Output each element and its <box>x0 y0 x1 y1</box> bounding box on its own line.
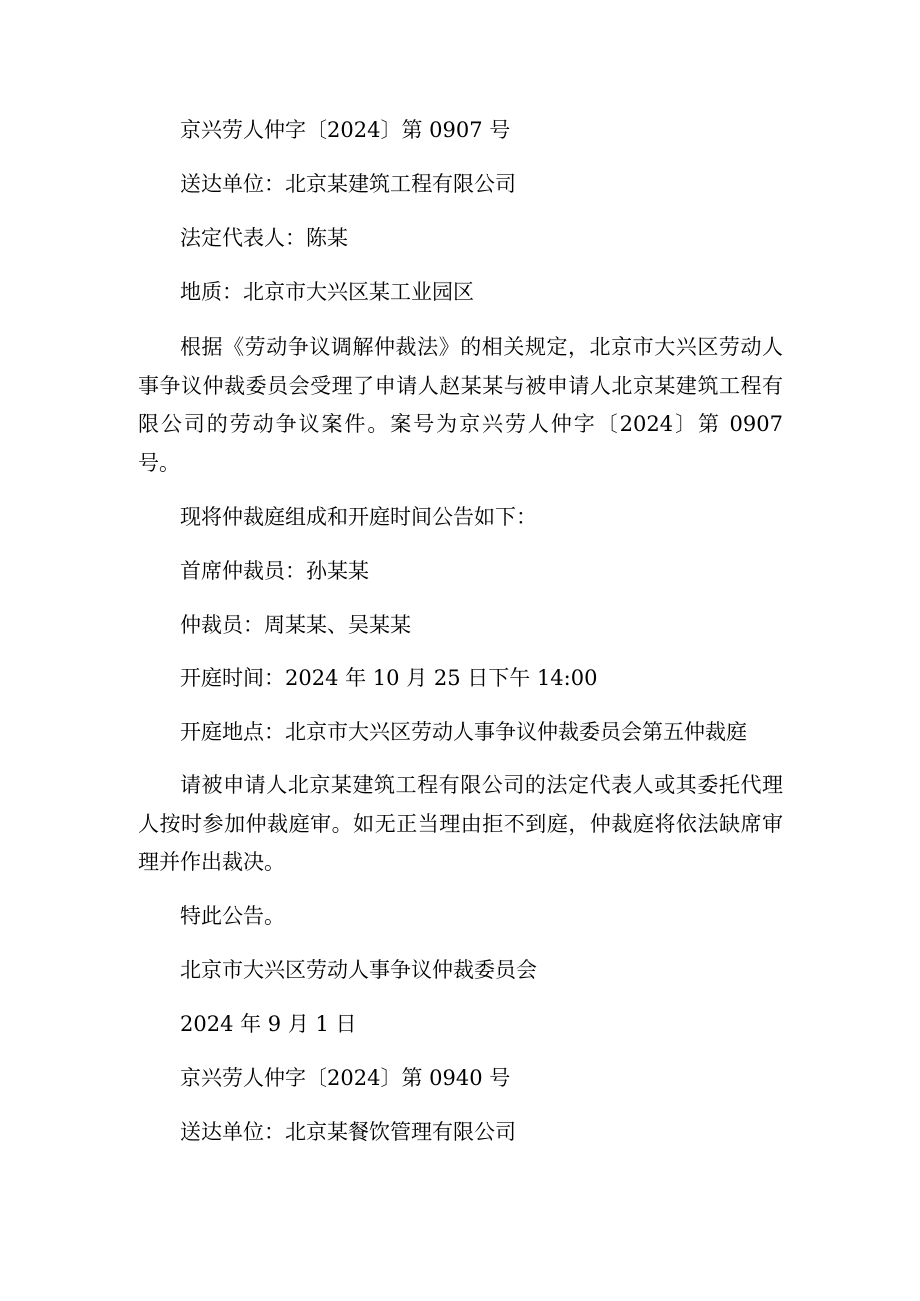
recipient-unit: 送达单位：北京某餐饮管理有限公司 <box>180 1120 516 1144</box>
recipient-unit: 送达单位：北京某建筑工程有限公司 <box>180 172 516 196</box>
closing-statement: 特此公告。 <box>180 904 285 928</box>
issuing-authority: 北京市大兴区劳动人事争议仲裁委员会 <box>180 958 537 982</box>
request-paragraph: 请被申请人北京某建筑工程有限公司的法定代表人或其委托代理人按时参加仲裁庭审。如无正当理由拒不到庭，仲裁庭将依法缺席审理并作出裁决。 <box>138 773 783 874</box>
legal-representative: 法定代表人：陈某 <box>180 226 348 250</box>
intro-paragraph: 根据《劳动争议调解仲裁法》的相关规定，北京市大兴区劳动人事争议仲裁委员会受理了申请人赵某某与被申请人北京某建筑工程有限公司的劳动争议案件。案号为京兴劳人仲字〔2024〕第 0907 号。 <box>138 335 783 475</box>
case-number: 京兴劳人仲字〔2024〕第 0907 号 <box>180 118 511 142</box>
announcement-line: 现将仲裁庭组成和开庭时间公告如下： <box>180 505 537 529</box>
hearing-place: 开庭地点：北京市大兴区劳动人事争议仲裁委员会第五仲裁庭 <box>180 720 747 744</box>
arbitrators: 仲裁员：周某某、吴某某 <box>180 613 411 637</box>
hearing-time: 开庭时间：2024 年 10 月 25 日下午 14:00 <box>180 666 598 690</box>
issue-date: 2024 年 9 月 1 日 <box>180 1012 357 1036</box>
address: 地质：北京市大兴区某工业园区 <box>180 280 474 304</box>
chief-arbitrator: 首席仲裁员：孙某某 <box>180 559 369 583</box>
case-number: 京兴劳人仲字〔2024〕第 0940 号 <box>180 1066 511 1090</box>
